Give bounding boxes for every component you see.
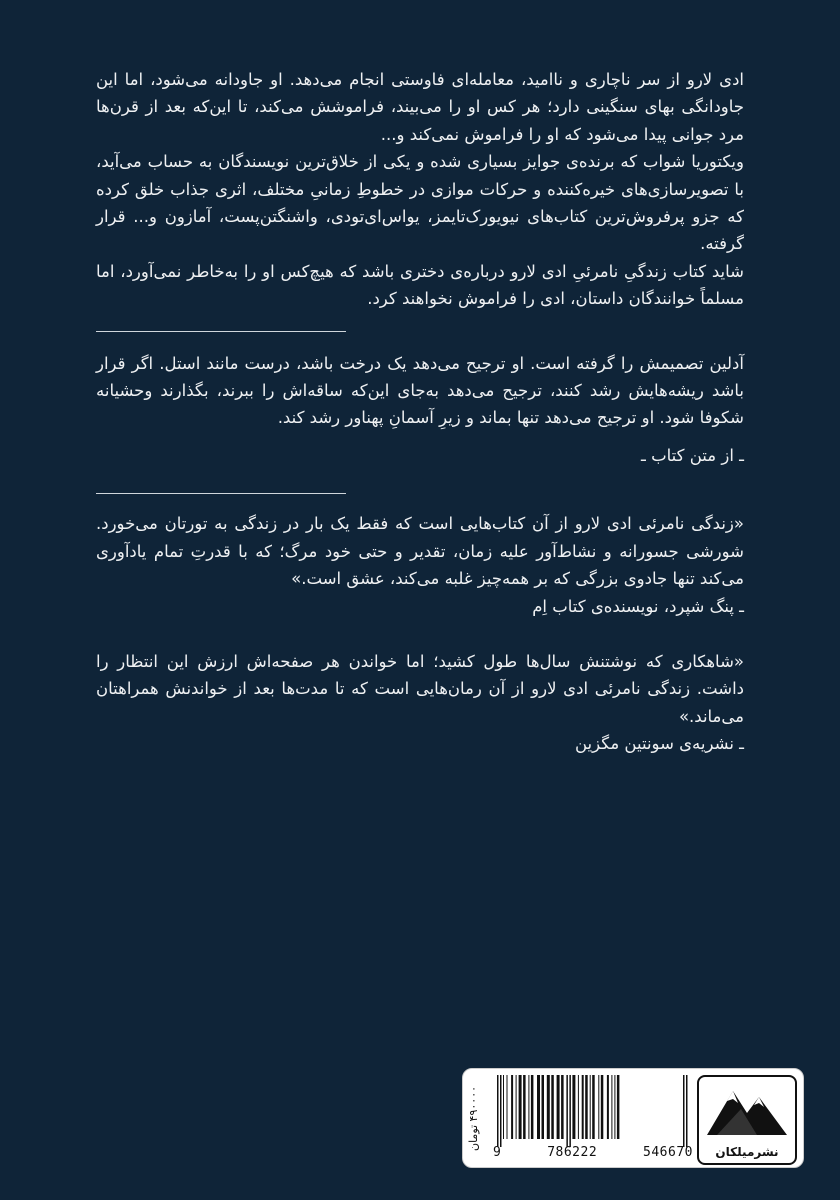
barcode-bar <box>617 1075 620 1139</box>
praise-attribution-2: ـ نشریه‌ی سونتین مگزین <box>574 734 744 754</box>
publisher-name: نشرمیلکان <box>715 1145 779 1159</box>
mountains-icon <box>707 1083 787 1135</box>
section-divider <box>96 331 346 332</box>
section-divider <box>96 493 346 494</box>
barcode-bar <box>523 1075 526 1139</box>
isbn-digit-group: 9 <box>493 1145 502 1160</box>
isbn-number <box>493 1145 693 1163</box>
praise-attribution-1: ـ پنگ شپرد، نویسنده‌ی کتاب اِم <box>532 596 744 616</box>
barcode-bar <box>561 1075 564 1139</box>
barcode-bar <box>611 1075 612 1139</box>
barcode-bar <box>683 1075 685 1147</box>
back-cover-text <box>96 66 744 758</box>
praise-quote-1: «زندگی نامرئی ادی لارو از آن کتاب‌هایی است که فقط یک بار در زندگی به تورتان می‌خورد. شورشی جسورانه و نشاط‌آور علیه زمان، تقدیر و حتی خود مرگ؛ که با قدرتِ تمام یادآوری می‌کند تنها جادوی بزرگی که بر همه‌چیز غلبه می‌کند، عشق است.» <box>96 514 744 589</box>
barcode-bar <box>582 1075 584 1139</box>
barcode-bar <box>598 1075 599 1139</box>
barcode-panel <box>462 1068 804 1168</box>
barcode-bar <box>531 1075 534 1139</box>
barcode-bar <box>557 1075 560 1139</box>
barcode-bar <box>569 1075 571 1147</box>
barcode-bar <box>585 1075 588 1139</box>
price-label: ۴۹۰۰۰۰ تومان <box>467 1085 480 1151</box>
barcode-bar <box>614 1075 615 1139</box>
barcode-bar <box>516 1075 517 1139</box>
barcode-bar <box>547 1075 550 1139</box>
barcode-bar <box>537 1075 540 1139</box>
blurb-paragraph-3: شاید کتاب زندگیِ نامرئیِ ادی لارو درباره‌ی دختری باشد که هیچ‌کس او را به‌خاطر نمی‌آورد، اما مسلماً خوانندگان داستان، ادی را فراموش نخواهند کرد. <box>96 261 744 309</box>
barcode-bar <box>507 1075 508 1139</box>
barcode-bar <box>578 1075 579 1139</box>
barcode-bar <box>511 1075 513 1139</box>
barcode-bar <box>590 1075 591 1139</box>
blurb-paragraph-1: ادی لارو از سر ناچاری و ناامید، معامله‌ای فاوستی انجام می‌دهد. او جاودانه می‌شود، اما این جاودانگی بهای سنگینی دارد؛ هر کس او را می‌بیند، فراموشش می‌کند، تا این‌که بعد از قرن‌ها مرد جوانی پیدا می‌شود که او را فراموش نمی‌کند و... <box>96 70 744 144</box>
barcode-bar <box>572 1075 575 1139</box>
publisher-logo <box>697 1075 797 1165</box>
barcode-bar <box>607 1075 609 1139</box>
barcode-bar <box>497 1075 499 1147</box>
book-excerpt: آدلین تصمیمش را گرفته است. او ترجیح می‌دهد یک درخت باشد، درست مانند استل. اگر قرار باشد ریشه‌هایش رشد کنند، ترجیح می‌دهد به‌جای این‌که ساقه‌اش را ببرند، بگذارند وحشیانه شکوفا شود. او ترجیح می‌دهد تنها بماند و زیرِ آسمانِ پهناور رشد کند. <box>96 353 744 428</box>
barcode-bar <box>528 1075 529 1139</box>
barcode-bar <box>686 1075 688 1147</box>
barcode-bar <box>519 1075 522 1139</box>
barcode-bar <box>551 1075 554 1139</box>
barcode-bar <box>592 1075 595 1139</box>
praise-quote-2: «شاهکاری که نوشتنش سال‌ها طول کشید؛ اما خواندن هر صفحه‌اش ارزش این انتظار را داشت. زندگی نامرئی ادی لارو از آن رمان‌هایی است که تا مدت‌ها بعد از خواندنش همراهتان می‌ماند.» <box>96 651 744 726</box>
barcode-bar <box>503 1075 504 1139</box>
blurb-paragraph-2: ویکتوریا شواب که برنده‌ی جوایز بسیاری شده و یکی از خلاق‌ترین نویسندگان به حساب می‌آید، با تصویرسازی‌های خیره‌کننده و حرکات موازی در خطوطِ زمانیِ مختلف، اثری جذاب خلق کرده که جزو پرفروش‌ترین کتاب‌های نیویورک‌تایمز، یواس‌ای‌تودی، واشنگتن‌پست، آمازون و... قرار گرفته. <box>96 152 744 254</box>
barcode-bar <box>601 1075 604 1139</box>
barcode-bar <box>566 1075 568 1147</box>
barcode-bar <box>542 1075 545 1139</box>
isbn-barcode <box>495 1075 691 1147</box>
isbn-digit-group: 786222 <box>547 1145 598 1160</box>
excerpt-attribution: ـ از متن کتاب ـ <box>641 445 744 465</box>
barcode-bar <box>500 1075 502 1147</box>
isbn-digit-group: 546670 <box>643 1145 693 1160</box>
